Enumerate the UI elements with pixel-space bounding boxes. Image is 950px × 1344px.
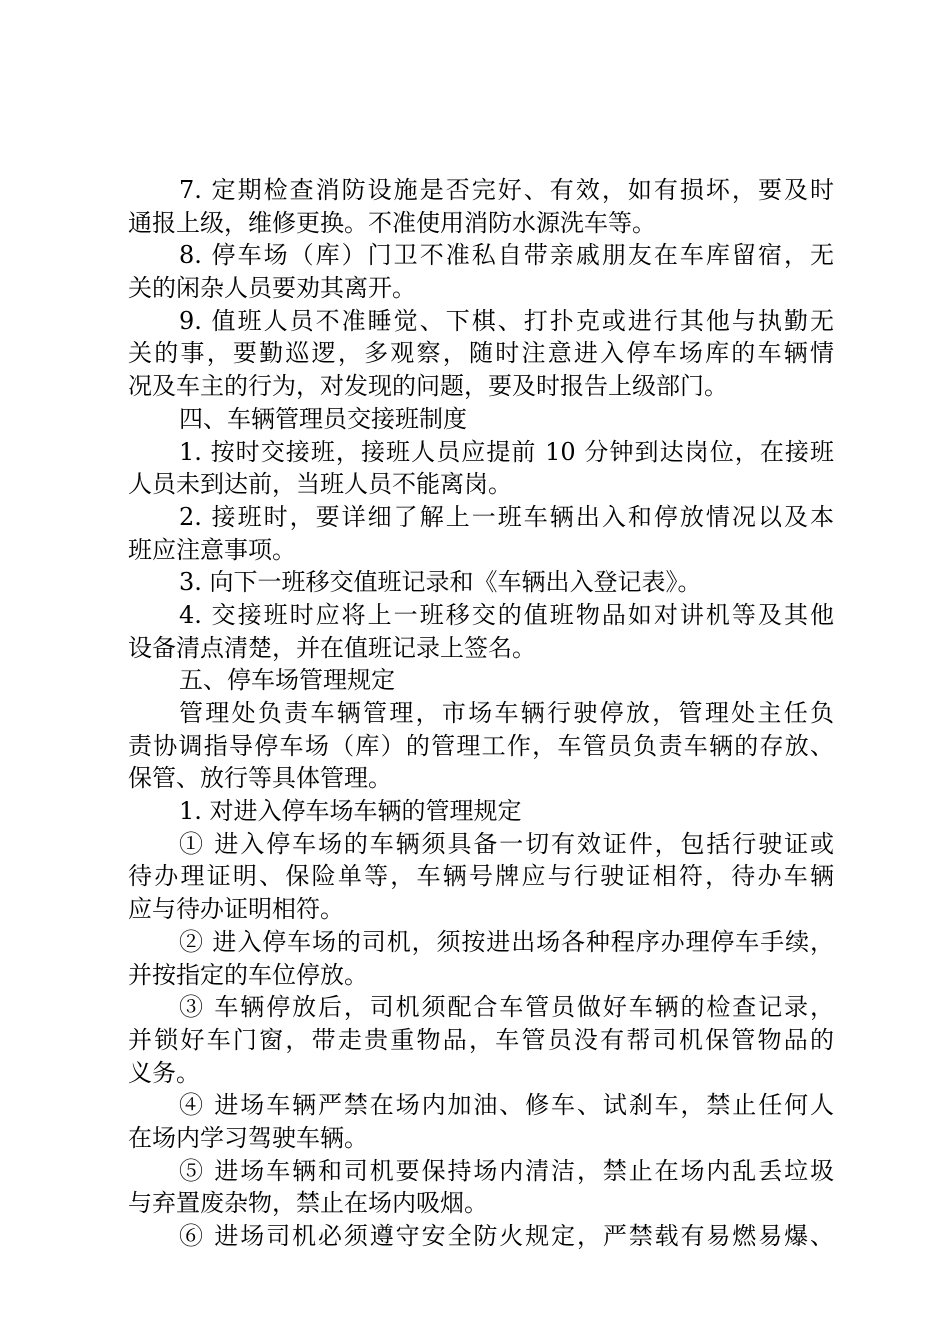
text-line: 8. 停车场（库）门卫不准私自带亲戚朋友在车库留宿，无 <box>179 241 834 270</box>
text-line: 关的事，要勤巡逻，多观察，随时注意进入停车场库的车辆情 <box>128 339 834 368</box>
document-body <box>128 174 834 1253</box>
text-line: 1. 按时交接班，接班人员应提前 10 分钟到达岗位，在接班 <box>179 437 834 466</box>
text-line: 关的闲杂人员要劝其离开。 <box>128 274 416 303</box>
text-line: 并锁好车门窗，带走贵重物品，车管员没有帮司机保管物品的 <box>128 1025 834 1054</box>
text-line: ⑤ 进场车辆和司机要保持场内清洁，禁止在场内乱丢垃圾 <box>179 1156 834 1185</box>
text-line: 3. 向下一班移交值班记录和《车辆出入登记表》。 <box>179 568 702 597</box>
text-line: 4. 交接班时应将上一班移交的值班物品如对讲机等及其他 <box>179 600 834 629</box>
text-line: 应与待办证明相符。 <box>128 895 344 924</box>
text-line: 并按指定的车位停放。 <box>128 960 368 989</box>
text-line: 待办理证明、保险单等，车辆号牌应与行驶证相符，待办车辆 <box>128 862 834 891</box>
text-line: 责协调指导停车场（库）的管理工作，车管员负责车辆的存放、 <box>128 731 834 760</box>
text-line: 管理处负责车辆管理，市场车辆行驶停放，管理处主任负 <box>179 699 834 727</box>
text-line: ④ 进场车辆严禁在场内加油、修车、试刹车，禁止任何人 <box>179 1091 834 1120</box>
text-line: 人员未到达前，当班人员不能离岗。 <box>128 470 512 499</box>
text-line: 在场内学习驾驶车辆。 <box>128 1123 368 1152</box>
text-line: 2. 接班时，要详细了解上一班车辆出入和停放情况以及本 <box>179 502 834 531</box>
text-line: 班应注意事项。 <box>128 535 296 564</box>
text-line: ② 进入停车场的司机，须按进出场各种程序办理停车手续， <box>179 927 834 956</box>
text-line: 1. 对进入停车场车辆的管理规定 <box>179 797 522 826</box>
text-line: ③ 车辆停放后，司机须配合车管员做好车辆的检查记录， <box>179 993 834 1022</box>
text-line: 设备清点清楚，并在值班记录上签名。 <box>128 633 536 662</box>
text-line: 7. 定期检查消防设施是否完好、有效，如有损坏，要及时 <box>179 176 834 204</box>
text-line: 五、停车场管理规定 <box>179 666 395 695</box>
text-line: ⑥ 进场司机必须遵守安全防火规定，严禁载有易燃易爆、 <box>179 1222 834 1250</box>
text-line: ① 进入停车场的车辆须具备一切有效证件，包括行驶证或 <box>179 829 834 858</box>
text-line: 况及车主的行为，对发现的问题，要及时报告上级部门。 <box>128 372 728 401</box>
text-line: 与弃置废杂物，禁止在场内吸烟。 <box>128 1189 488 1218</box>
text-line: 保管、放行等具体管理。 <box>128 764 392 793</box>
text-line: 通报上级，维修更换。不准使用消防水源洗车等。 <box>128 208 656 237</box>
text-line: 四、车辆管理员交接班制度 <box>179 404 467 433</box>
text-line: 9. 值班人员不准睡觉、下棋、打扑克或进行其他与执勤无 <box>179 306 834 335</box>
text-line: 义务。 <box>128 1058 200 1087</box>
